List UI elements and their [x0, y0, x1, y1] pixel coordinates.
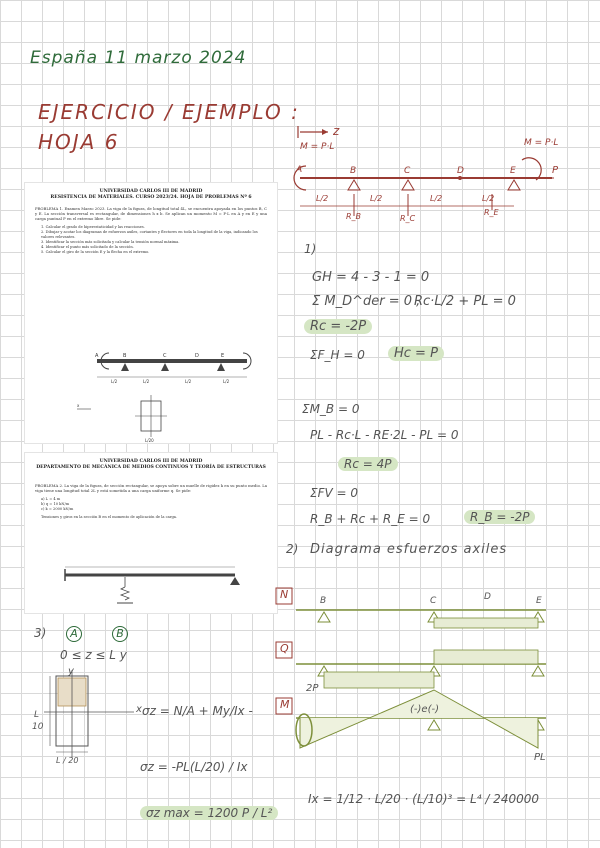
- support-d: D: [457, 166, 464, 176]
- part2-title: Diagrama esfuerzos axiles: [310, 542, 508, 557]
- q-label: Q: [280, 642, 289, 655]
- beam-diagram: [282, 120, 572, 220]
- doc2-note: Tensiones y giros en la sección B en el momento de aplicación de la carga.: [41, 515, 178, 520]
- doc1-item: 2. Dibujar y acotar los diagramas de esfuerzos axiles, cortantes y flectores en toda la longitud de la viga, indicando los valores relevantes.: [41, 229, 258, 239]
- sigma-sub: σz = -PL(L/20) / Ix: [140, 760, 248, 774]
- section-title: EJERCICIO / EJEMPLO :: [38, 100, 300, 124]
- hc-result: Hc = P: [388, 346, 444, 361]
- sum-mb: ΣM_B = 0: [302, 402, 360, 416]
- eq-b: PL - Rc·L - RE·2L - PL = 0: [310, 428, 459, 442]
- doc2-title-1: UNIVERSIDAD CARLOS III DE MADRID: [99, 459, 203, 464]
- doc1-title-1: UNIVERSIDAD CARLOS III DE MADRID: [99, 189, 203, 194]
- doc1-span: L/2: [143, 379, 150, 384]
- doc1-axis-x: x: [77, 403, 80, 408]
- eq-v: R_B + Rc + R_E = 0: [310, 512, 431, 526]
- diagrams: [276, 580, 576, 770]
- doc1-item: 4. Identificar el punto más solicitado de la sección.: [41, 244, 134, 249]
- reaction-b: R_B: [346, 212, 362, 221]
- doc2-beam-figure: [25, 565, 277, 615]
- part3-label: 3): [34, 626, 47, 640]
- sum-m-eq: Σ M_D^der = 0 ,: [312, 294, 421, 309]
- pt-b-n: B: [320, 596, 327, 606]
- doc2-item: b) q = 10 kN/m: [41, 502, 70, 507]
- doc1-label-d: D: [195, 353, 199, 359]
- problem-sheet-2: [24, 452, 278, 614]
- doc1-item: 5. Calcular el giro de la sección E y la flecha en el extremo.: [41, 249, 150, 254]
- doc1-label-b: B: [123, 353, 127, 359]
- span-4: L/2: [482, 194, 495, 203]
- range-eq: 0 ≤ z ≤ L y: [60, 648, 127, 662]
- doc1-item: 1. Calcular el grado de hiperestaticidad y las reacciones.: [41, 224, 145, 229]
- doc1-label-a: A: [95, 353, 99, 359]
- rc-result: Rc = -2P: [304, 319, 372, 334]
- load-p-label: P: [552, 165, 559, 176]
- support-c: C: [404, 166, 411, 176]
- n-label: N: [280, 588, 289, 601]
- sigma-max: σz max = 1200 P / L²: [140, 806, 278, 820]
- option-b: B: [112, 626, 128, 642]
- sum-fh: ΣF_H = 0: [310, 348, 365, 362]
- doc1-span: L/2: [185, 379, 192, 384]
- pt-c-n: C: [430, 596, 437, 606]
- section-height-10: 10: [32, 722, 44, 732]
- ix-eq: Ix = 1/12 · L/20 · (L/10)³ = L⁴ / 240000: [308, 792, 539, 806]
- doc1-label-e: E: [221, 353, 225, 359]
- section-height-l: L: [34, 710, 40, 720]
- q-left-value: 2P: [306, 683, 319, 694]
- sheet-title: HOJA 6: [38, 130, 120, 154]
- re-result: Rc = 4P: [338, 457, 398, 471]
- doc2-title-2: DEPARTAMENTO DE MECÁNICA DE MEDIOS CONTINUOS Y TEORÍA DE ESTRUCTURAS: [36, 465, 266, 470]
- m-mid-value: (-)e(-): [410, 704, 439, 715]
- reaction-c: R_C: [400, 214, 416, 223]
- place-date: España 11 marzo 2024: [30, 48, 247, 68]
- support-b: B: [350, 166, 357, 176]
- part1-label: 1): [304, 242, 317, 256]
- sum-fv: ΣFV = 0: [310, 486, 359, 500]
- moment-left-label: M = P·L: [300, 142, 335, 152]
- pt-d-n: D: [484, 592, 491, 602]
- axis-x-label: x: [136, 704, 142, 715]
- span-1: L/2: [316, 194, 329, 203]
- sigma-general: σz = N/A + My/Ix -: [142, 704, 253, 718]
- doc1-beam-figure: [25, 343, 277, 443]
- span-2: L/2: [370, 194, 383, 203]
- option-a: A: [66, 626, 82, 642]
- doc1-item: 3. Identificar la sección más solicitada y calcular la tensión normal máxima.: [41, 239, 180, 244]
- doc1-span: L/2: [111, 379, 118, 384]
- doc1-span: L/2: [223, 379, 230, 384]
- axis-y-label: y: [68, 666, 74, 677]
- doc1-paragraph: PROBLEMA 1. Examen Marzo 2023. La viga de la figura, de longitud total 4L, se encuentra apoyada en los puntos B, C y E. La sección transversal es rectangular, de dimensiones h x b. Se aplican un momento M = P·L en A y en E y una carga puntual P en el extremo libre. Se pide:: [35, 206, 267, 222]
- doc2-item: a) L = 4 m: [41, 497, 61, 502]
- part2-label: 2): [286, 542, 299, 556]
- axis-z: z: [333, 124, 340, 138]
- doc2-item: c) k = 2000 kN/m: [41, 507, 74, 512]
- section-width: L / 20: [56, 756, 79, 765]
- doc2-paragraph: PROBLEMA 2. La viga de la figura, de sección rectangular, se apoya sobre un muelle de rigidez k en su punto medio. La viga tiene una longitud total 2L y está sometida a una carga uniforme q. Se pide:: [35, 483, 267, 494]
- doc1-label-c: C: [163, 353, 167, 359]
- pt-e-n: E: [536, 596, 542, 606]
- problem-sheet-1: [24, 182, 278, 444]
- doc1-title-2: RESISTENCIA DE MATERIALES. CURSO 2023/24. HOJA DE PROBLEMAS Nº 6: [50, 195, 252, 200]
- span-3: L/2: [430, 194, 443, 203]
- rb-result: R_B = -2P: [464, 510, 535, 524]
- rc-moment-eq: Rc·L/2 + PL = 0: [414, 294, 516, 309]
- gh-eq: GH = 4 - 3 - 1 = 0: [312, 270, 430, 285]
- support-e: E: [510, 166, 516, 176]
- moment-right-label: M = P·L: [524, 138, 559, 148]
- m-right-value: PL: [534, 752, 546, 763]
- m-label: M: [280, 698, 290, 711]
- support-a: A: [296, 165, 303, 175]
- doc1-section-dim: L/20: [145, 438, 154, 443]
- reaction-e: R_E: [484, 208, 499, 217]
